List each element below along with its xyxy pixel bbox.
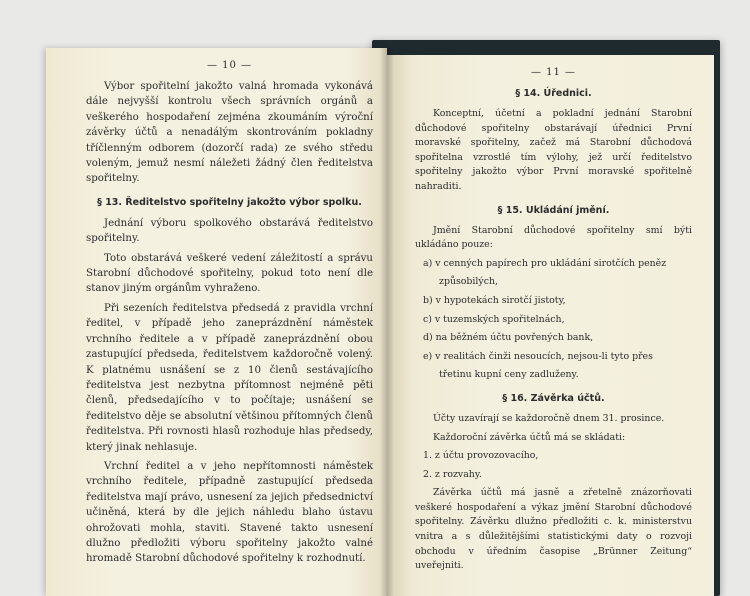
section-16-paragraph-2: Každoroční závěrka účtů má se skládati: (433, 431, 626, 443)
section-15-item-c: c) v tuzemských spořitelnách, (423, 313, 565, 325)
book-gutter (380, 48, 394, 596)
section-16-final: Závěrka účtů má jasně a zřetelně znázorňovati veškeré hospodaření a výkaz jmění Starobní důchodové spořitelny. Závěrku dlužno předložiti c. k. ministerstvu vnitra a s důležitějšími statistickými daty o rozvoji obchodu v úředním časopise „Brünner Zeitung“ uveřejniti. (415, 487, 692, 572)
section-13-paragraph-4: Vrchní ředitel a v jeho nepřítomnosti náměstek vrchního ředitele, případně zastupující předseda ředitelstva mají právo, usnesení za jejich předsednictví učiněná, která by dle jejich náhledu blaho ústavu ohrožovati mohla, staviti. Stavené takto usnesení dlužno předložiti výboru spořitelny jakožto valné hromadě Starobní důchodové spořitelny k rozhodnutí. (86, 460, 373, 565)
section-16-title: § 16. Závěrka účtů. (502, 392, 605, 404)
intro-paragraph: Výbor spořitelní jakožto valná hromada vykonává dále nejvyšší kontrolu všech správních orgánů a veškerého hospodaření zejména zkoumáním výroční závěrky účtů a nenadálým skontrováním pokladny tříčlenným odborem (dozorčí rada) ze svého středu voleným, jemuž nesmí náležeti žádný člen ředitelstva spořitelny. (86, 81, 373, 185)
right-page (387, 55, 714, 596)
section-15-intro: Jmění Starobní důchodové spořitelny smí býti ukládáno pouze: (415, 224, 692, 251)
section-15-item-e-cont: třetinu kupní ceny zadluženy. (439, 369, 579, 381)
section-16-paragraph-1: Účty uzavírají se každoročně dnem 31. prosince. (433, 412, 665, 424)
page-number-right: — 11 — (530, 67, 577, 78)
section-13-paragraph-3: Při sezeních ředitelstva předsedá z pravidla vrchní ředitel, v případě jeho zaneprázdnění náměstek vrchního ředitele a v případě zaneprázdnění obou zastupující předseda, ředitelstvem každoročně volený. K platnému usnášení se z 10 členů sestávajícího ředitelstva jest nezbytna přítomnost nejméně pěti členů, předsedajícího v to počítaje; usnášení se ředitelstvo děje se absolutní většinou přítomných členů ředitelstva. Při rovnosti hlasů rozhoduje hlas předsedy, který jinak nehlasuje. (86, 302, 373, 453)
section-15-item-d: d) na běžném účtu povřených bank, (423, 332, 594, 344)
left-page (46, 48, 387, 596)
section-16-item-2: 2. z rozvahy. (423, 468, 482, 480)
section-15-item-b: b) v hypotekách sirotčí jistoty, (423, 294, 566, 306)
section-13-title: § 13. Ředitelstvo spořitelny jakožto výbor spolku. (97, 196, 362, 208)
section-13-paragraph-1: Jednání výboru spolkového obstarává ředitelstvo spořitelny. (86, 217, 373, 245)
section-16-item-1: 1. z účtu provozovacího, (423, 450, 539, 462)
section-15-item-e: e) v realitách činži nesoucích, nejsou-li tyto přes (423, 350, 653, 362)
section-13-paragraph-2: Toto obstarává veškeré vedení záležitostí a správu Starobní důchodové spořitelny, pokud toto není dle stanov jiným orgánům vyhraženo. (86, 252, 373, 295)
section-15-item-a: a) v cenných papírech pro ukládání sirotčích peněz (423, 257, 667, 269)
section-14-title: § 14. Úřednici. (515, 88, 592, 99)
section-14-paragraph: Konceptní, účetní a pokladní jednání Starobní důchodové spořitelny obstarávají úřednici První moravské spořitelny, začež má Starobní důchodová spořitelna vzrostlé tím výlohy, jež určí ředitelstvo spořitelny jakožto výbor První moravské spořitelně nahraditi. (415, 108, 692, 192)
section-15-item-a-cont: způsobilých, (439, 276, 498, 288)
page-number-left: — 10 — (206, 60, 253, 71)
section-15-title: § 15. Ukládání jmění. (497, 204, 610, 216)
